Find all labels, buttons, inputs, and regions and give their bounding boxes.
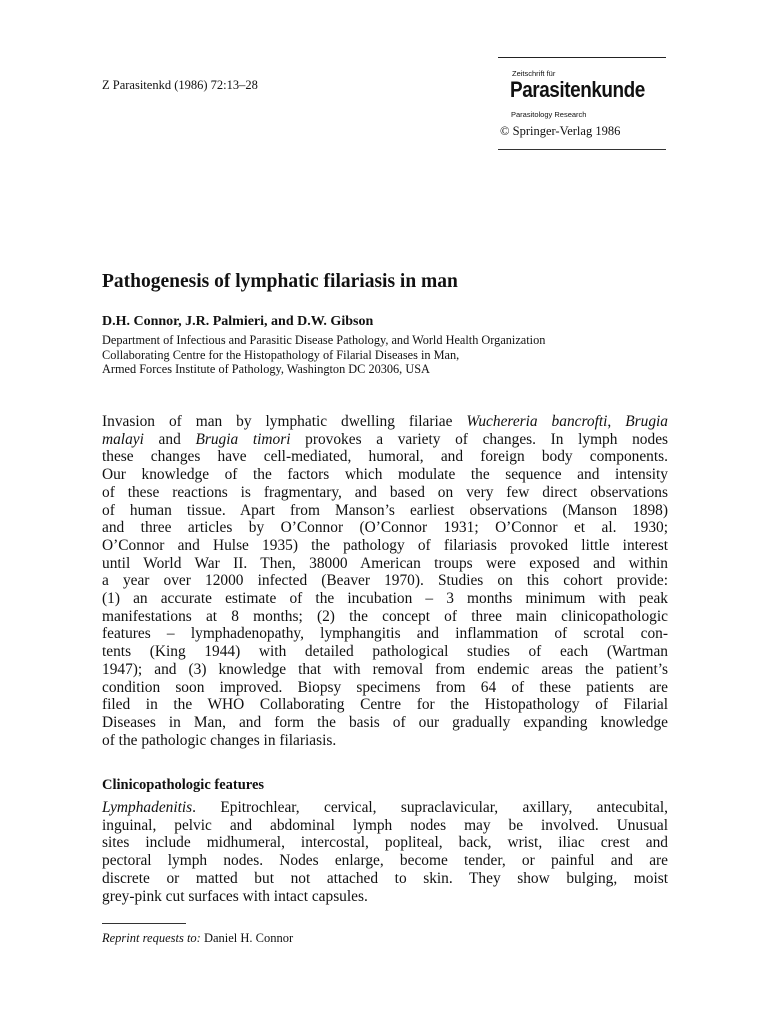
paragraph-line: pectoral lymph nodes. Nodes enlarge, become tender, or painful and are — [102, 852, 668, 870]
paragraph-line: these changes have cell-mediated, humoral, and foreign body components. — [102, 448, 668, 466]
paragraph-line: O’Connor and Hulse 1935) the pathology of filariasis provoked little interest — [102, 536, 668, 554]
affiliation-line: Armed Forces Institute of Pathology, Washington DC 20306, USA — [102, 362, 430, 376]
species-name: malayi — [102, 430, 144, 448]
article-authors: D.H. Connor, J.R. Palmieri, and D.W. Gibson — [102, 314, 374, 329]
paragraph-line: tents (King 1944) with detailed pathological studies of each (Wartman — [102, 643, 668, 661]
species-name: Brugia — [625, 413, 668, 430]
paragraph-line: until World War II. Then, 38000 American troups were exposed and within — [102, 554, 668, 572]
paragraph-line: filed in the WHO Collaborating Centre for the Histopathology of Filarial — [102, 696, 668, 714]
article-title: Pathogenesis of lymphatic filariasis in man — [102, 271, 458, 292]
masthead-bottom-rule — [498, 149, 666, 150]
journal-citation: Z Parasitenkd (1986) 72:13–28 — [102, 78, 258, 92]
paragraph-line: (1) an accurate estimate of the incubation – 3 months minimum with peak — [102, 590, 668, 608]
journal-name: Parasitenkunde — [510, 77, 645, 102]
section-heading: Clinicopathologic features — [102, 777, 265, 793]
paragraph-line: and three articles by O’Connor (O’Connor 1931; O’Connor et al. 1930; — [102, 519, 668, 537]
paragraph-line: of these reactions is fragmentary, and based on very few direct observations — [102, 483, 668, 501]
species-name: Brugia timori — [195, 430, 291, 448]
species-name: Wuchereria bancrofti — [466, 413, 608, 430]
affiliation-line: Department of Infectious and Parasitic Disease Pathology, and World Health Organization — [102, 333, 546, 347]
paragraph-line: features – lymphadenopathy, lymphangitis and inflammation of scrotal con- — [102, 625, 668, 643]
paragraph-line: a year over 12000 infected (Beaver 1970). Studies on this cohort provide: — [102, 572, 668, 590]
run-in-term: Lymphadenitis — [102, 799, 193, 816]
paragraph-line: condition soon improved. Biopsy specimens from 64 of these patients are — [102, 678, 668, 696]
author-affiliation — [102, 333, 545, 377]
paragraph-line: of the pathologic changes in filariasis. — [102, 731, 337, 749]
affiliation-line: Collaborating Centre for the Histopathology of Filarial Diseases in Man, — [102, 347, 460, 362]
journal-prefix: Zeitschrift für — [512, 69, 556, 78]
paragraph-line: 1947); and (3) knowledge that with removal from endemic areas the patient’s — [102, 660, 668, 678]
paragraph-line: inguinal, pelvic and abdominal lymph nodes may be involved. Unusual — [102, 816, 668, 834]
paragraph-line: Our knowledge of the factors which modulate the sequence and intensity — [102, 466, 668, 484]
paragraph-line: discrete or matted but not attached to skin. They show bulging, moist — [102, 869, 668, 887]
paragraph-line: Invasion of man by lymphatic dwelling filariae Wuchereria bancrofti, Brugia — [102, 413, 668, 430]
journal-subtitle: Parasitology Research — [511, 110, 587, 119]
lymphadenitis-paragraph — [102, 799, 668, 905]
paragraph-line: Lymphadenitis. Epitrochlear, cervical, supraclavicular, axillary, antecubital, — [102, 799, 668, 816]
paragraph-line: sites include midhumeral, intercostal, popliteal, back, wrist, iliac crest and — [102, 834, 668, 852]
footnote-label: Reprint requests to: — [102, 931, 201, 945]
intro-paragraph — [102, 413, 668, 749]
footnote-rule — [102, 923, 186, 924]
masthead-top-rule — [498, 57, 666, 58]
paragraph-line: manifestations at 8 months; (2) the concept of three main clinicopathologic — [102, 607, 668, 625]
paragraph-line: malayi and Brugia timori provokes a variety of changes. In lymph nodes — [102, 430, 669, 448]
reprint-footnote — [102, 931, 293, 946]
paragraph-line: of human tissue. Apart from Manson’s earliest observations (Manson 1898) — [102, 501, 668, 519]
paragraph-line: grey-pink cut surfaces with intact capsules. — [102, 887, 368, 905]
copyright-notice: © Springer-Verlag 1986 — [500, 124, 621, 138]
footnote-name: Daniel H. Connor — [200, 931, 294, 945]
paragraph-line: Diseases in Man, and form the basis of our gradually expanding knowledge — [102, 713, 668, 731]
